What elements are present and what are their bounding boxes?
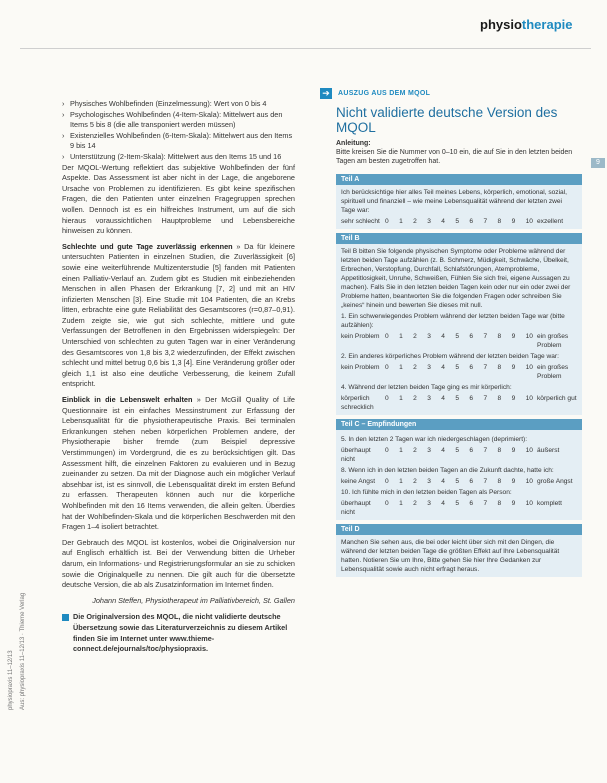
scale-number[interactable]: 0 [385,333,389,340]
scale-number[interactable]: 8 [497,333,502,340]
scale-low-label: kein Problem [341,364,380,371]
score-list [62,99,295,163]
scale-number[interactable]: 6 [469,333,474,340]
scale-number[interactable]: 2 [413,500,417,507]
scale-number[interactable]: 9 [511,500,516,507]
scale-number[interactable]: 9 [511,395,516,402]
side-margin-text [6,350,46,710]
scale-number[interactable]: 1 [399,333,403,340]
instructions-label: Anleitung: [336,140,371,147]
scale-number[interactable]: 1 [399,447,403,454]
scale-high-label: exzellent [537,218,564,225]
brand-logo [480,17,572,32]
scale-numbers [381,363,537,372]
arrow-right-icon: ➔ [320,88,332,99]
scale-number[interactable]: 4 [441,364,445,371]
scale-number[interactable]: 10 [525,364,533,371]
left-column [62,99,295,655]
scale-high-label: ein großes Problem [537,333,569,349]
section-body [336,535,582,577]
section-tag-text: AUSZUG AUS DEM MQOL [338,90,431,97]
scale-number[interactable]: 4 [441,478,445,485]
scale-number[interactable]: 3 [427,364,431,371]
side-text-1: physiopraxis 11–12/13 [8,650,14,710]
scale-number[interactable]: 7 [483,500,488,507]
list-item: › Existenzielles Wohlbefinden (6-Item-Skala): Mittelwert aus den Items 9 bis 14 [62,131,295,152]
list-item: › Unterstützung (2-Item-Skala): Mittelwert aus den Items 15 und 16 [62,152,295,163]
scale-number[interactable]: 8 [497,478,502,485]
author-signature: Johann Steffen, Physiotherapeut im Palliativbereich, St. Gallen [92,595,295,605]
instructions [336,139,582,166]
section-header: Teil A [336,174,582,185]
scale-number[interactable]: 1 [399,218,403,225]
paragraph: Schlechte und gute Tage zuverlässig erkennen » Da für kleinere untersuchten Patienten in einzelnen Studien, die Zuverlässigkeit [6] sowie eine weiterführende Multizenterstudie [5] fanden mit Patienten einen Palliativ-Verlauf an. Zudem gibt es Studien mit einbeziehenden Menschen in allen Phasen der Erkrankung [7, 2] und mit an HIV infizierten Menschen [3]. Eine Studie mit 104 Patienten, die an Krebs litten, erbrachte eine gute Reliabilität des Gesamtscores (r=0,87–0,91). Zudem zeigte sie, wie gut sich schlechte, mittlere und gute Verfassungen der Betroffenen in den Ergebnissen widerspiegeln: Der Unterschied von schlechten zu guten Tagen war in einer Veränderung des Gesamtscores von 1,8 bis 3,2 wiederzufinden, der Effekt zwischen schlecht und mittel betrug 0,6 bis 1,3 [4]. Eine Veränderung größer oder gleich 1,1 ist also eine deutliche Verbesserung, die keinem Zufall entspricht. [62,241,295,389]
scale-number[interactable]: 0 [385,364,389,371]
scale-number[interactable]: 2 [413,447,417,454]
scale-number[interactable]: 3 [427,218,431,225]
scale-number[interactable]: 8 [497,500,502,507]
scale-number[interactable]: 5 [455,364,459,371]
scale-number[interactable]: 5 [455,447,459,454]
question-text: 2. Ein anderes körperliches Problem während der letzten beiden Tage war: [341,353,559,360]
scale-numbers [381,477,537,486]
scale-number[interactable]: 7 [483,364,488,371]
scale-numbers [381,499,537,508]
subheading: Einblick in die Lebenswelt erhalten [62,395,193,405]
box-title: Nicht validierte deutsche Version des MQOL [336,105,558,135]
scale-number[interactable]: 1 [399,364,403,371]
section-body [336,244,582,415]
scale-high-label: äußerst [537,447,560,454]
questionnaire [336,174,582,577]
scale-low-label: sehr schlecht [341,218,380,225]
scale-number[interactable]: 10 [525,218,533,225]
scale-number[interactable]: 9 [511,218,516,225]
brand-part2: therapie [521,17,573,32]
question-text: Ich berücksichtige hier alles Teil meines Lebens, körperlich, emotional, sozial, spirituell und finanziell – wie meine Lebensqualität während der letzten zwei Tage war: [341,189,568,214]
scale-number[interactable]: 6 [469,395,474,402]
scale-number[interactable]: 10 [525,447,533,454]
scale-low-label: überhaupt nicht [341,447,371,463]
scale-number[interactable]: 8 [497,218,502,225]
scale-number[interactable]: 2 [413,218,417,225]
scale-number[interactable]: 8 [497,395,502,402]
scale-number[interactable]: 2 [413,333,417,340]
scale-number[interactable]: 2 [413,478,417,485]
scale-number[interactable]: 6 [469,218,474,225]
online-note-text: Die Originalversion des MQOL, die nicht validierte deutsche Übersetzung sowie das Literaturverzeichnis zu diesem Artikel finden Sie im Internet unter www.thieme-connect.de/ejournals/toc/physiopraxis. [73,612,288,654]
section-intro: Manchen Sie sehen aus, die bei oder leicht über sich mit den Dingen, die während der letzten beiden Tage die größten Effekt auf Ihre Lebensqualität hatten. Notieren Sie um Ihre, Bitte gehen Sie hier Ihre Gedanken zur Lebensqualität sowie auch nicht erfragt heraus. [341,539,560,573]
scale-number[interactable]: 3 [427,500,431,507]
side-text-2: Aus: physiopraxis 11–12/13 · Thieme Verlag [20,592,26,710]
section-header: Teil C – Empfindungen [336,419,582,430]
rating-scale [341,499,577,517]
scale-number[interactable]: 10 [525,500,533,507]
scale-number[interactable]: 9 [511,447,516,454]
scale-high-label: ein großes Problem [537,364,569,380]
scale-numbers [381,446,537,455]
rating-scale [341,394,577,412]
scale-number[interactable]: 3 [427,447,431,454]
scale-number[interactable]: 4 [441,333,445,340]
brand-part1: physio [480,17,522,32]
page-number: 9 [591,158,605,168]
scale-number[interactable]: 4 [441,395,445,402]
subheading: Schlechte und gute Tage zuverlässig erkennen [62,241,233,251]
paragraph: Einblick in die Lebenswelt erhalten » Der McGill Quality of Life Questionnaire ist ein einfaches Messinstrument zur Erfassung der Lebensqualität für die physiotherapeutische Praxis. Bei terminalen Erkrankungen stehen neben körperlichen Problemen andere, der Physiotherapie bisher fremde (zum Beispiel depressive Verstimmungen) im Vordergrund, die es zu berücksichtigen gilt. Das Assessment hilft, die einzelnen Faktoren zu evaluieren und in Bezug zueinander zu setzen. Da mit der Diagnose auch ein möglicher Verlauf absehbar ist, ist es sinnvoll, die Lebensqualität direkt im ersten Befund zu erfassen. Therapeuten können auch nur die körperliche Wohlbefinden mit den 16 Items verwenden, die allein gelten. Überdies hat der Wohlbefinden-Skala und die körperlichen Beschwerden mit den Fragen 1–4 isoliert betrachtet. [62,395,295,532]
rating-scale [341,363,577,381]
scale-low-label: keine Angst [341,478,376,485]
scale-number[interactable]: 10 [525,478,533,485]
scale-low-label: körperlich schrecklich [341,395,374,411]
scale-high-label: körperlich gut [537,395,577,402]
scale-numbers [381,394,537,403]
scale-number[interactable]: 9 [511,478,516,485]
scale-number[interactable]: 10 [525,333,533,340]
scale-number[interactable]: 1 [399,478,403,485]
scale-number[interactable]: 8 [497,364,502,371]
scale-number[interactable]: 7 [483,333,488,340]
scale-number[interactable]: 7 [483,395,488,402]
question-text: 1. Ein schwerwiegendes Problem während der letzten beiden Tage war (bitte aufzählen): [341,313,565,329]
scale-number[interactable]: 10 [525,395,533,402]
scale-number[interactable]: 7 [483,218,488,225]
scale-number[interactable]: 5 [455,218,459,225]
scale-number[interactable]: 4 [441,447,445,454]
scale-number[interactable]: 8 [497,447,502,454]
section-body [336,430,582,520]
scale-number[interactable]: 7 [483,447,488,454]
scale-number[interactable]: 6 [469,500,474,507]
question-text: 8. Wenn ich in den letzten beiden Tagen an die Zukunft dachte, hatte ich: [341,467,554,474]
scale-low-label: überhaupt nicht [341,500,371,516]
paragraph-text: Da für kleinere untersuchten Patienten in einzelnen Studien, die Zuverlässigkeit [6] sowie eine weiterführende Multizenterstudie [5] fanden mit Patienten einen Palliativ-Verlauf an. Zudem gibt es Studien mit einbeziehenden Menschen in allen Phasen der Erkrankung [7, 2] und mit an HIV infizierten Menschen [3]. Eine Studie mit 104 Patienten, die an Krebs litten, erbrachte eine gute Reliabilität des Gesamtscores (r=0,87–0,91). Zudem zeigte sie, wie gut sich schlechte, mittlere und gute Verfassungen der Betroffenen in den Ergebnissen widerspiegeln: Der Unterschied von schlechten zu guten Tagen war in einer Veränderung des Gesamtscores von 1,8 bis 3,2 wiederzufinden, der Effekt zwischen schlecht und mittel betrug 0,6 bis 1,3 [4]. Eine Veränderung größer oder gleich 1,1 ist also eine deutliche Verbesserung, die keinem Zufall entspricht. [62,241,295,389]
scale-number[interactable]: 1 [399,395,403,402]
rating-scale [341,446,577,464]
list-item: › Physisches Wohlbefinden (Einzelmessung): Wert von 0 bis 4 [62,99,295,110]
scale-number[interactable]: 0 [385,447,389,454]
scale-number[interactable]: 0 [385,395,389,402]
scale-number[interactable]: 5 [455,395,459,402]
scale-number[interactable]: 6 [469,447,474,454]
header-rule [20,48,591,49]
scale-number[interactable]: 3 [427,333,431,340]
rating-scale [341,217,577,226]
scale-low-label: kein Problem [341,333,380,340]
question-text: 5. In den letzten 2 Tagen war ich niedergeschlagen (deprimiert): [341,436,528,443]
section-header: Teil D [336,524,582,535]
scale-number[interactable]: 4 [441,218,445,225]
scale-number[interactable]: 4 [441,500,445,507]
scale-number[interactable]: 2 [413,364,417,371]
scale-number[interactable]: 9 [511,333,516,340]
rating-scale [341,332,577,350]
question-text: 10. Ich fühlte mich in den letzten beiden Tagen als Person: [341,489,512,496]
scale-high-label: komplett [537,500,562,507]
scale-number[interactable]: 7 [483,478,488,485]
square-icon [62,614,69,621]
scale-number[interactable]: 0 [385,478,389,485]
scale-number[interactable]: 6 [469,478,474,485]
scale-numbers [381,217,537,226]
scale-number[interactable]: 0 [385,500,389,507]
scale-number[interactable]: 3 [427,395,431,402]
online-note [62,612,295,654]
scale-high-label: große Angst [537,478,573,485]
rating-scale [341,477,577,486]
scale-number[interactable]: 5 [455,500,459,507]
paragraph: Der Gebrauch des MQOL ist kostenlos, wobei die Originalversion nur auf Englisch erhältlich ist. Bei der Verwendung bitten die Urheber darum, ein Informations- und Registrierungsformular an sie zu schicken sowie die Originalquelle zu nennen. Die gilt auch für die übersetzte deutsche Version, die ab als Zusatzinformation im Internet finden. [62,537,295,590]
section-tag [320,88,582,99]
question-text: 4. Während der letzten beiden Tage ging es mir körperlich: [341,384,512,391]
paragraph: Der MQOL-Wertung reflektiert das subjektive Wohlbefinden der fünf Aspekte. Das Assessment ist aber nicht in der Lage, die angeborene Ursache von Problemen zu identifizieren. Es gibt keine spezifischen Fragen, die den Patienten unter einzelnen Fragegruppen sprechen wollen. Dennoch ist es ein hilfreiches Instrument, um auf die sich hieraus voraussichtlichen Hauptprobleme und Lebensbereiche hinweisen zu können. [62,162,295,236]
scale-number[interactable]: 5 [455,478,459,485]
paragraph-text: Der McGill Quality of Life Questionnaire ist ein einfaches Messinstrument zur Erfassung der Lebensqualität für die physiotherapeutische Praxis. Bei terminalen Erkrankungen stehen neben körperlichen Problemen andere, der Physiotherapie bisher fremde (zum Beispiel depressive Verstimmungen) im Vordergrund, die es zu berücksichtigen gilt. Das Assessment hilft, die einzelnen Faktoren zu evaluieren und in Bezug zueinander zu setzen. Da mit der Diagnose auch ein möglicher Verlauf absehbar ist, ist es sinnvoll, die Lebensqualität direkt im ersten Befund zu erfassen. Therapeuten können auch nur die körperliche Wohlbefinden mit den 16 Items verwenden, die allein gelten. Überdies hat der Wohlbefinden-Skala und die körperlichen Beschwerden mit den Fragen 1–4 isoliert betrachtet. [62,395,295,532]
scale-number[interactable]: 1 [399,500,403,507]
section-header: Teil B [336,233,582,244]
scale-numbers [381,332,537,341]
right-column [320,88,582,577]
instructions-text: Bitte kreisen Sie die Nummer von 0–10 ein, die auf Sie in den letzten beiden Tagen am besten zugetroffen hat. [336,149,573,165]
list-item: › Psychologisches Wohlbefinden (4-Item-Skala): Mittelwert aus den Items 5 bis 8 (die alle transponiert werden müssen) [62,110,295,131]
section-intro: Teil B bitten Sie folgende physischen Symptome oder Probleme während der letzten beiden Tage aufzählen (z. B. Schmerz, Müdigkeit, Schwäche, Übelkeit, Erbrechen, Verstopfung, Durchfall, Schlafstörungen, Atemprobleme, Appetitlosigkeit, Unruhe, Schweißen, Fühlen Sie sich frei, eigene Aussagen zu machen). Falls Sie in den letzten beiden Tagen kein oder nur ein oder zwei der Probleme hatten, beantworten Sie die folgenden Fragen oder schreiben Sie „keines“ hinein und bewerten Sie dieses mit null. [341,248,571,309]
scale-number[interactable]: 6 [469,364,474,371]
scale-number[interactable]: 2 [413,395,417,402]
scale-number[interactable]: 3 [427,478,431,485]
scale-number[interactable]: 5 [455,333,459,340]
scale-number[interactable]: 0 [385,218,389,225]
scale-number[interactable]: 9 [511,364,516,371]
section-body [336,185,582,229]
